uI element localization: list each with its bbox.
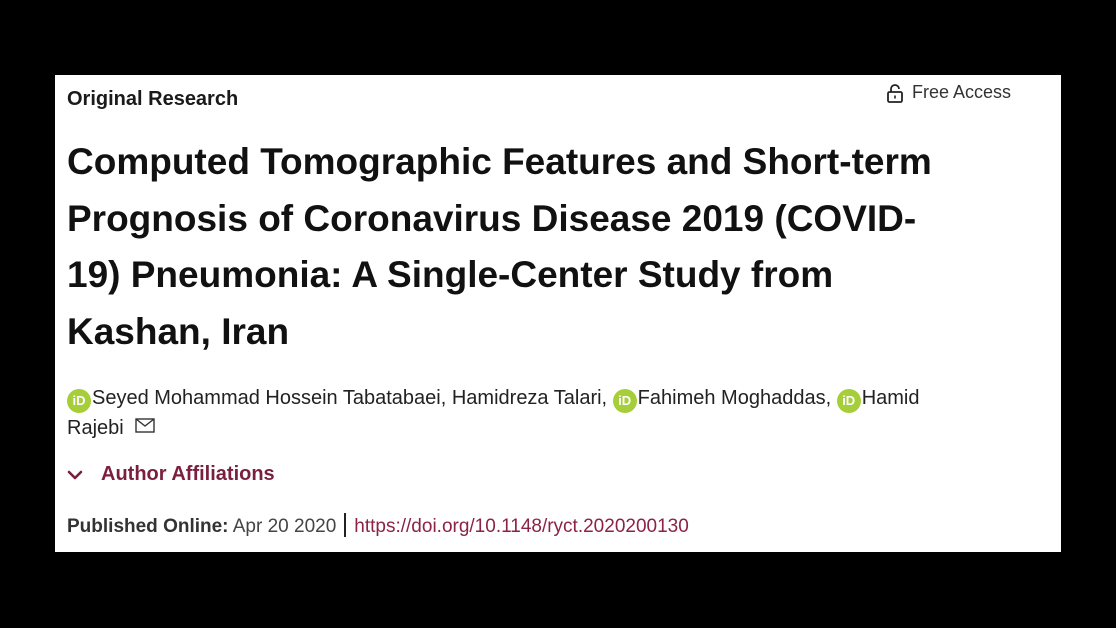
free-access-label: Free Access — [912, 82, 1012, 102]
doi-link[interactable]: https://doi.org/10.1148/ryct.2020200130 — [354, 516, 689, 537]
author-separator: , — [440, 387, 452, 409]
published-date: Apr 20 2020 — [232, 516, 337, 537]
divider — [344, 513, 346, 537]
publication-info — [67, 513, 689, 538]
article-title-line: Kashan, Iran — [67, 310, 290, 352]
author-affiliations-toggle[interactable] — [67, 463, 275, 486]
article-title-line: 19) Pneumonia: A Single-Center Study from — [67, 254, 834, 295]
author-link[interactable]: Hamidreza Talari — [451, 387, 602, 409]
author-separator: , — [825, 387, 837, 409]
orcid-icon[interactable]: iD — [613, 389, 637, 413]
author-list-line — [67, 383, 1027, 413]
chevron-down-icon — [67, 469, 83, 481]
author-link-first[interactable]: Hamid — [861, 387, 920, 409]
orcid-icon[interactable]: iD — [67, 389, 91, 413]
mail-icon[interactable] — [135, 418, 155, 433]
article-title-line: Prognosis of Coronavirus Disease 2019 (COVID- — [67, 197, 917, 239]
author-separator: , — [601, 387, 613, 409]
author-link[interactable]: Seyed Mohammad Hossein Tabatabaei — [92, 387, 441, 409]
free-access-badge — [887, 82, 1011, 103]
lock-icon — [887, 83, 903, 103]
author-link[interactable]: Fahimeh Moghaddas — [637, 387, 826, 409]
published-online-label: Published Online: — [67, 516, 229, 537]
author-list — [67, 383, 1027, 443]
author-affiliations-label: Author Affiliations — [101, 463, 275, 485]
article-type-label: Original Research — [67, 88, 239, 110]
article-header-card — [55, 75, 1061, 552]
author-list-line — [67, 413, 1027, 443]
orcid-icon[interactable]: iD — [837, 389, 861, 413]
article-title-line: Computed Tomographic Features and Short-term — [67, 141, 932, 182]
author-link-last[interactable]: Rajebi — [67, 417, 124, 439]
article-title — [67, 134, 1027, 360]
